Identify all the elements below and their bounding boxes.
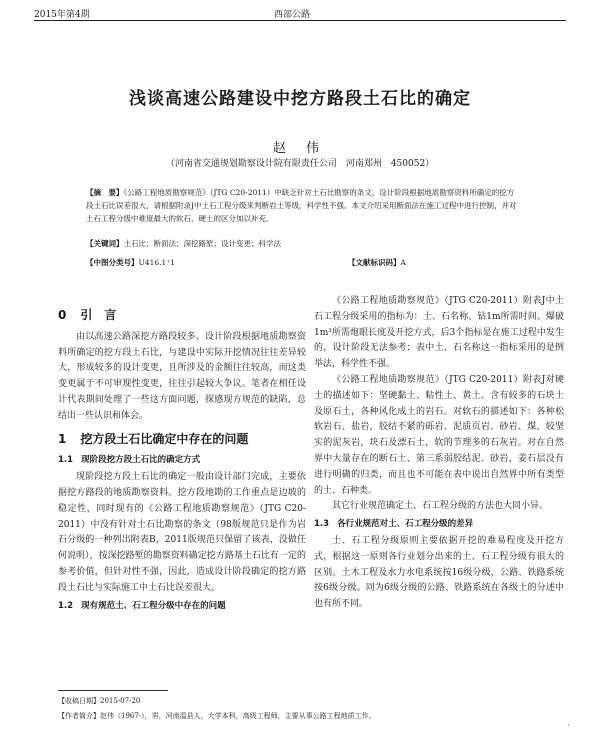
subsection-number: 1.3 — [314, 519, 330, 530]
class-label: 【中图分类号】 — [86, 258, 139, 267]
subsection-title: 现阶段挖方段土石比的确定方式 — [81, 455, 201, 466]
doc-code: A — [400, 258, 406, 267]
page-mark: · — [567, 721, 570, 730]
section-number: 0 — [58, 308, 67, 322]
section-1-heading — [58, 432, 306, 448]
keywords-text: 土石比；断面法；深挖路堑；设计变更；科学法 — [123, 239, 281, 248]
section-title: 挖方段土石比确定中存在的问题 — [80, 431, 249, 446]
author-bio: 【作者简介】赵伟（1967-），男，河南温县人，大学本科，高级工程师，主要从事公路工程地质工作。 — [58, 712, 376, 720]
paragraph: 土、石工程分级原则主要依据开挖的难易程度及开挖方式，根据这一原则各行业划分出来的土、石工程分级有很大的区别。土木工程及水力水电系统按16级分级，公路、铁路系统按6级分级。同为6级分级的公路、铁路系统在各级土的分述中也有所不同。 — [314, 535, 564, 610]
subsection-1-1-heading — [58, 453, 306, 469]
paragraph: 《公路工程地质勘察规范》（JTG C20-2011）附表J中土石工程分级采用的指标为：土、石名称、钻1m所需时间、爆破1m³所需炮眼长度及开挖方式，后3个指标是在施工过程中发生的，设计阶段无法参考；表中土、石名称这一指标采用的是例举法，科学性不强。 — [314, 296, 564, 370]
section-0-heading — [58, 308, 306, 324]
paragraph: 《公路工程地质勘察规范》（JTG C20-2011）附表J对硬土的描述如下：坚硬黏土、粘性土、黄土、含有较多的石块土及原石土，各种风化成土的岩石。对软石的描述如下：各种松软岩石、盐岩，胶结不紧的砾岩、泥质页岩、砂岩、煤，较坚实的泥灰岩，块石及漂石土，软的节理多的石灰岩。对在自然界中大量存在的断石土、第三系弱胶结泥、砂岩，姜石层没有进行明确的归类，而且也不可能在表中说出自然界中所有类型的土、石种类。 — [314, 374, 564, 496]
class-number: U416.1⁺1 — [138, 258, 176, 267]
keywords-label: 【关键词】 — [86, 239, 124, 248]
abstract-label: 【摘 要】 — [86, 188, 124, 197]
received-date: 【收稿日期】2015-07-20 — [58, 697, 141, 705]
author-name: 赵 伟 — [272, 141, 328, 156]
subsection-number: 1.2 — [58, 600, 74, 611]
abstract-text: 《公路工程地质勘察规范》（JTG C20-2011）中缺乏针对土石比勘察的条文，设计阶段根据地质勘察资料所确定的挖方段土石比误差很大，请根据附录J中土石工程分级来判断岩土等级，科学性不强。本文介绍采用断面法在施工过程中进行控制，并对土石工程分级中难度最大的软石、硬土的区分加以补充。 — [86, 188, 517, 223]
footnote-rule — [58, 690, 168, 691]
subsection-number: 1.1 — [58, 455, 74, 466]
subsection-title: 现有规范土、石工程分级中存在的问题 — [81, 600, 226, 611]
section-title: 引 言 — [80, 308, 117, 322]
intro-paragraph: 由以高速公路深挖方路段较多、设计阶段根据地质勘察资料所确定的挖方段土石比，与建设中实际开挖情况往往差异较大，形成较多的设计变更，且所涉及的金额往往较高，而这类变更属于不可审现性变更，往往引起较大争议。笔者在相任设计代表期间处理了一些这方面问题，探感现方规范的缺陷，总结出一些认识和体会。 — [58, 331, 306, 421]
doc-label: 【文献标识码】 — [348, 258, 401, 267]
running-header — [34, 4, 566, 20]
classification — [86, 257, 175, 268]
abstract — [86, 186, 518, 225]
subsection-1-2-heading — [58, 599, 306, 615]
left-column — [58, 308, 306, 615]
header-rule — [34, 20, 566, 21]
document-code — [348, 257, 406, 268]
subsection-1-3-heading — [314, 517, 564, 533]
section-number: 1 — [58, 431, 67, 446]
keywords — [86, 238, 518, 249]
author-affiliation: （河南省交通规划勘察设计院有限责任公司 河南郑州 450052） — [165, 159, 435, 169]
right-column — [314, 294, 564, 613]
article-title: 浅谈高速公路建设中挖方路段土石比的确定 — [129, 89, 471, 109]
paragraph: 其它行业规范确定土、石工程分级的方法也大同小异。 — [332, 501, 549, 512]
paragraph: 现阶段挖方段土石比的确定一般由设计部门完成，主要依据挖方路段的地质勘察资料。挖方段地勘的工作重点是边坡的稳定性，同时现有的《公路工程地质勘察规范》（JTG C20-2011）中没有针对土石比勘察的条文（98版规范只是作为岩石分级的一种列出附表B，2011版规范只保留了该表，没做任何说明），按深挖路堑的勘察资料确定挖方路基土石比有一定的参考价值，但针对性不强，因此，造成设计阶段确定的挖方路段土石比与实际施工中土石比误差很大。 — [58, 472, 306, 593]
issue-label: 2015年第4期 — [34, 10, 90, 20]
journal-name: 西部公路 — [274, 10, 311, 20]
subsection-title: 各行业规范对土、石工程分级的差异 — [337, 519, 474, 530]
